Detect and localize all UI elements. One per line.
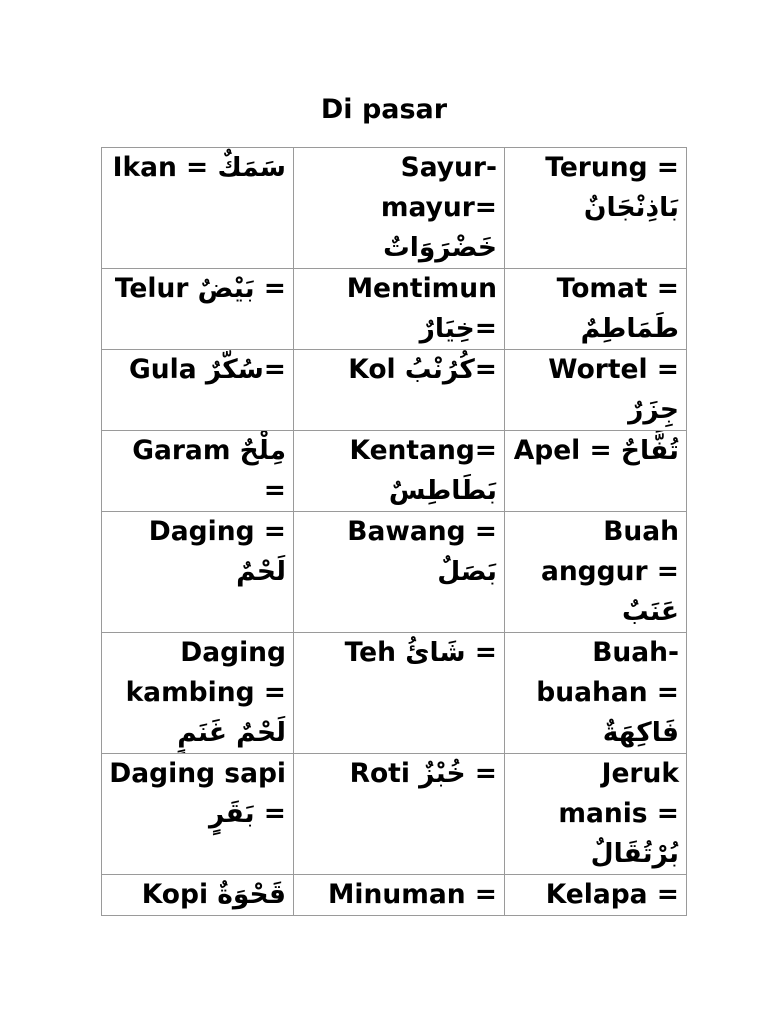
table-cell — [294, 875, 505, 916]
table-cell — [505, 875, 687, 916]
vocab-entry: Teh شَائُ = — [344, 637, 497, 668]
table-cell — [102, 431, 294, 512]
table-cell — [102, 633, 294, 754]
table-cell — [505, 148, 687, 269]
vocab-entry: Daging sapi بَقَرٍ = — [109, 758, 286, 829]
table-cell — [294, 754, 505, 875]
table-cell — [505, 754, 687, 875]
vocab-entry: Daging = لَحْمٌ — [148, 516, 286, 587]
table-cell — [505, 350, 687, 431]
table-cell — [294, 431, 505, 512]
table-row — [102, 431, 687, 512]
table-row — [102, 875, 687, 916]
table-row — [102, 512, 687, 633]
vocab-entry: Bawang = بَصَلٌ — [347, 516, 497, 587]
vocab-entry: Telur بَيْضٌ = — [114, 273, 286, 304]
table-cell — [505, 269, 687, 350]
table-cell — [505, 431, 687, 512]
vocab-entry: Apel = تُفَّاحٌ — [513, 435, 679, 466]
table-row — [102, 148, 687, 269]
vocab-entry: Gula سُكَّرٌ= — [129, 354, 286, 385]
table-cell — [102, 269, 294, 350]
page-title: Di pasar — [320, 94, 448, 125]
vocab-entry: Minuman = — [328, 879, 497, 910]
vocab-entry: Garam مِلْحٌ = — [132, 435, 286, 506]
vocab-entry: Kelapa = — [545, 879, 679, 910]
vocab-entry: Jeruk manis = بُرْتُقَالٌ — [558, 758, 679, 869]
vocab-entry: Kentang= بَطَاطِسٌ — [349, 435, 497, 506]
vocab-entry: Buah-buahan = فَاكِهَةٌ — [536, 637, 679, 748]
table-row — [102, 633, 687, 754]
table-cell — [102, 875, 294, 916]
table-cell — [294, 269, 505, 350]
table-cell — [505, 512, 687, 633]
table-cell — [505, 633, 687, 754]
vocab-entry: Mentimun خِيَارٌ= — [346, 273, 497, 344]
vocab-entry: Wortel = جِزَرٌ — [548, 354, 679, 425]
table-cell — [294, 512, 505, 633]
vocab-entry: Kol كُرُنْبُ= — [348, 354, 497, 385]
table-cell — [102, 350, 294, 431]
table-cell — [102, 512, 294, 633]
table-cell — [294, 633, 505, 754]
vocab-entry: Kopi قَحْوَةٌ — [141, 879, 286, 910]
table-cell — [102, 148, 294, 269]
vocab-entry: Terung = بَاذِنْجَانٌ — [545, 152, 679, 223]
vocab-entry: Sayur-mayur= خَضْرَوَاتٌ — [380, 152, 497, 263]
vocab-entry: Ikan = سَمَكٌ — [112, 152, 286, 183]
table-row — [102, 269, 687, 350]
vocab-entry: Roti خُبْزٌ = — [349, 758, 497, 789]
vocab-entry: Daging kambing = لَحْمٌ غَنَمٍ — [125, 637, 286, 748]
vocabulary-table — [101, 147, 687, 916]
table-cell — [294, 350, 505, 431]
table-row — [102, 350, 687, 431]
table-row — [102, 754, 687, 875]
vocab-entry: Tomat = طَمَاطِمٌ — [556, 273, 679, 344]
table-cell — [102, 754, 294, 875]
table-cell — [294, 148, 505, 269]
vocab-entry: Buah anggur = عَنَبٌ — [540, 516, 679, 627]
